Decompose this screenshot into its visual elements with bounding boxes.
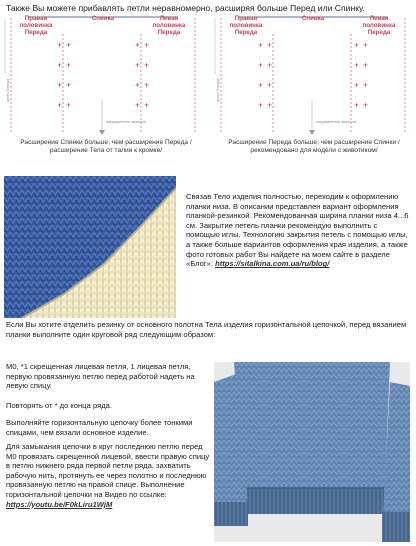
svg-text:+: + (135, 82, 141, 89)
section1-text (186, 192, 412, 269)
ribbing-photo-graphic (4, 176, 176, 318)
diagram-right-back-label: Спинка (301, 15, 325, 22)
svg-text:+: + (57, 62, 63, 69)
svg-text:+: + (363, 42, 369, 49)
svg-text:+: + (66, 42, 72, 49)
svg-text:+: + (258, 62, 264, 69)
closing-instructions (6, 442, 212, 509)
svg-text:+: + (267, 82, 273, 89)
svg-text:+: + (258, 42, 264, 49)
svg-text:+: + (354, 42, 360, 49)
svg-text:+: + (66, 82, 72, 89)
diagram-left-left-front-label: Левая половинка Переда (152, 15, 186, 36)
section2-intro: Если Вы хотите отделить резинку от основного полотна Тела изделия горизонтальной цепочкой, перед вязанием планки выполните один круговой ряд следующим образом: (6, 320, 407, 339)
diagram-front-wider (214, 14, 412, 138)
ribbing-photo (4, 176, 176, 318)
svg-text:+: + (354, 62, 360, 69)
intro-text: Также Вы можете прибавлять петли неравномерно, расширяя больше Перед или Спинку. (6, 3, 365, 13)
repeat-instruction: Повторять от * до конца ряда. (6, 401, 112, 410)
svg-text:+: + (354, 82, 360, 89)
svg-text:+: + (354, 102, 360, 109)
diagram-right-left-front-label: Левая половинка Переда (362, 15, 396, 36)
svg-text:+: + (135, 42, 141, 49)
diagram-back-wider (4, 14, 202, 138)
svg-text:+: + (363, 62, 369, 69)
svg-text:+: + (135, 62, 141, 69)
diagram-left-axis-label: центр Переда (6, 78, 10, 102)
diagram-right-caption: Расширение Переда больше, чем расширение Спинки /рекомендовано для модели с животиком/ (228, 139, 400, 154)
diagram-left-caption: Расширение Спинки больше, чем расширение Переда /расширение Тела от талии к кромке/ (20, 139, 192, 154)
svg-text:+: + (66, 62, 72, 69)
diagram-right-right-front-label: Правая половинка Переда (229, 15, 263, 36)
svg-text:+: + (267, 102, 273, 109)
svg-text:+: + (267, 42, 273, 49)
svg-text:+: + (57, 82, 63, 89)
chain-tip: Выполняйте горизонтальную цепочку более тонкими спицами, чем вязали основное изделие. (6, 418, 193, 437)
diagram-left-direction-label: направление вязания (106, 119, 146, 124)
video-link[interactable]: https://youtu.be/F0kLiru1WjM (6, 499, 113, 509)
sweater-photo (214, 362, 410, 542)
section1-body: Связав Тело изделия полностью, переходим к оформлению планки низа. В описании представлен вариант оформления планкой-резинкой. Рекомендованная ширина планки низа 4...6 см. Закрытие петель планки рекомендую выполнить с помощью иглы. Технологию закрытия петель с помощью иглы, а также больше вариантов оформления края изделия, а также фото готовых работ Вы найдете на моем сайте в разделе «Блог»: (186, 192, 409, 269)
svg-text:+: + (363, 82, 369, 89)
svg-text:+: + (57, 42, 63, 49)
closing-body: Для замыкания цепочки в круг последнюю петлю перед М0 провязать скрещенной лицевой, ввести правую спицу в петлю нижнего ряда первой петли ряда, захватить рабочую нить, протянуть ее через полотно и последнюю провязанную петлю на правой спице. Выполнение горизонтальной цепочки на Видео по ссылке: (6, 442, 210, 499)
svg-text:+: + (258, 82, 264, 89)
svg-text:+: + (144, 82, 150, 89)
blog-link[interactable]: https://sitalkina.com.ua/ru/blog/ (215, 259, 330, 269)
svg-text:+: + (363, 102, 369, 109)
svg-text:+: + (144, 62, 150, 69)
svg-text:+: + (66, 102, 72, 109)
diagram-left-right-front-label: Правая половинка Переда (19, 15, 53, 36)
sweater-photo-graphic (214, 362, 410, 542)
svg-text:+: + (267, 62, 273, 69)
svg-text:+: + (135, 102, 141, 109)
svg-text:+: + (57, 102, 63, 109)
diagram-left-back-label: Спинка (91, 15, 115, 22)
svg-text:+: + (258, 102, 264, 109)
diagram-right-direction-label: направление вязания (316, 119, 356, 124)
svg-text:+: + (144, 102, 150, 109)
diagram-right-axis-label: центр Переда (216, 78, 220, 102)
row-instructions: М0, *1 скрещенная лицевая петля, 1 лицевая петля, первую провязанную петлю перед работой надеть на левую спицу. (6, 362, 195, 391)
svg-text:+: + (144, 42, 150, 49)
